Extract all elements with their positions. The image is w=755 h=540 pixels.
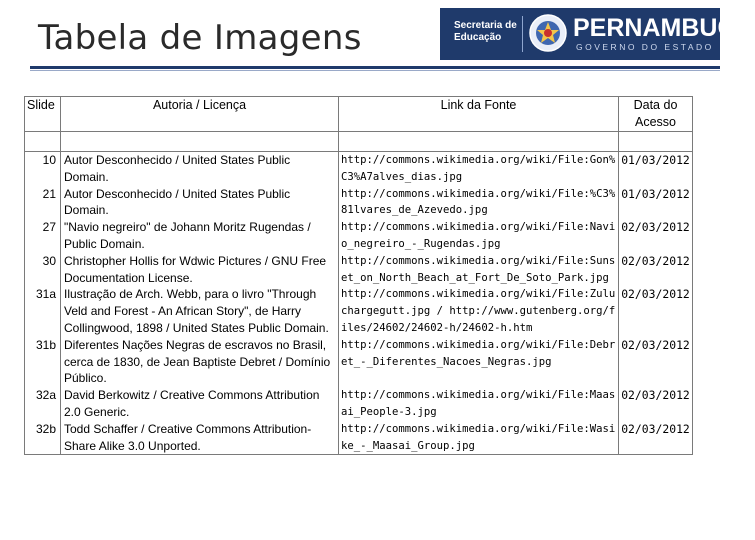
cell-slide: 32b [25, 421, 61, 455]
table-row [25, 337, 693, 387]
cell-slide: 10 [25, 152, 61, 186]
government-label: GOVERNO DO ESTADO [576, 42, 714, 52]
spacer-cell [619, 132, 693, 152]
secretaria-label [454, 20, 517, 44]
title-underline-thin [30, 70, 720, 71]
cell-date: 02/03/2012 [619, 337, 693, 387]
cell-date: 02/03/2012 [619, 421, 693, 455]
cell-date: 02/03/2012 [619, 253, 693, 287]
table-body [25, 152, 693, 455]
cell-author: Autor Desconhecido / United States Public Domain. [61, 186, 339, 220]
cell-link: http://commons.wikimedia.org/wiki/File:Navio_negreiro_-_Rugendas.jpg [339, 219, 619, 253]
page-title: Tabela de Imagens [38, 18, 362, 58]
pernambuco-logo [440, 8, 755, 60]
cell-slide: 32a [25, 387, 61, 421]
cell-author: David Berkowitz / Creative Commons Attribution 2.0 Generic. [61, 387, 339, 421]
images-table [24, 96, 693, 455]
cell-slide: 27 [25, 219, 61, 253]
cell-link: http://commons.wikimedia.org/wiki/File:Maasai_People-3.jpg [339, 387, 619, 421]
cell-link: http://commons.wikimedia.org/wiki/File:%C3%81lvares_de_Azevedo.jpg [339, 186, 619, 220]
header-author: Autoria / Licença [61, 97, 339, 132]
cell-author: "Navio negreiro" de Johann Moritz Rugendas / Public Domain. [61, 219, 339, 253]
cell-slide: 31a [25, 286, 61, 336]
cell-date: 01/03/2012 [619, 152, 693, 186]
table-row [25, 387, 693, 421]
cell-link: http://commons.wikimedia.org/wiki/File:Gon%C3%A7alves_dias.jpg [339, 152, 619, 186]
logo-divider [522, 16, 523, 52]
secretaria-line1: Secretaria de [454, 20, 517, 31]
cell-author: Christopher Hollis for Wdwic Pictures / GNU Free Documentation License. [61, 253, 339, 287]
table-row [25, 253, 693, 287]
table-row [25, 286, 693, 336]
table-row [25, 421, 693, 455]
cell-date: 02/03/2012 [619, 286, 693, 336]
cell-slide: 31b [25, 337, 61, 387]
header-link: Link da Fonte [339, 97, 619, 132]
cell-slide: 30 [25, 253, 61, 287]
cell-date: 02/03/2012 [619, 387, 693, 421]
secretaria-line2: Educação [454, 32, 502, 43]
state-name: PERNAMBUCO [573, 14, 755, 42]
table-row [25, 186, 693, 220]
title-underline [30, 66, 720, 69]
cell-link: http://commons.wikimedia.org/wiki/File:Debret_-_Diferentes_Nacoes_Negras.jpg [339, 337, 619, 387]
spacer-cell [61, 132, 339, 152]
cell-date: 01/03/2012 [619, 186, 693, 220]
cell-author: Autor Desconhecido / United States Public Domain. [61, 152, 339, 186]
table-row [25, 152, 693, 186]
cell-author: Diferentes Nações Negras de escravos no Brasil, cerca de 1830, de Jean Baptiste Debret / Domínio Público. [61, 337, 339, 387]
header-date: Data do Acesso [619, 97, 693, 132]
cell-author: Ilustração de Arch. Webb, para o livro "Through Veld and Forest - An African Story", de Harry Collingwood, 1898 / United States Public Domain. [61, 286, 339, 336]
spacer-cell [25, 132, 61, 152]
header-slide: Slide [25, 97, 61, 132]
cell-date: 02/03/2012 [619, 219, 693, 253]
cell-link: http://commons.wikimedia.org/wiki/File:Sunset_on_North_Beach_at_Fort_De_Soto_Park.jpg [339, 253, 619, 287]
cell-link: http://commons.wikimedia.org/wiki/File:Zuluchargegutt.jpg / http://www.gutenberg.org/files/24602/24602-h/24602-h.htm [339, 286, 619, 336]
cell-slide: 21 [25, 186, 61, 220]
cell-author: Todd Schaffer / Creative Commons Attribution-Share Alike 3.0 Unported. [61, 421, 339, 455]
table-row [25, 219, 693, 253]
state-seal-icon [528, 13, 568, 53]
spacer-cell [339, 132, 619, 152]
cell-link: http://commons.wikimedia.org/wiki/File:Wasike_-_Maasai_Group.jpg [339, 421, 619, 455]
